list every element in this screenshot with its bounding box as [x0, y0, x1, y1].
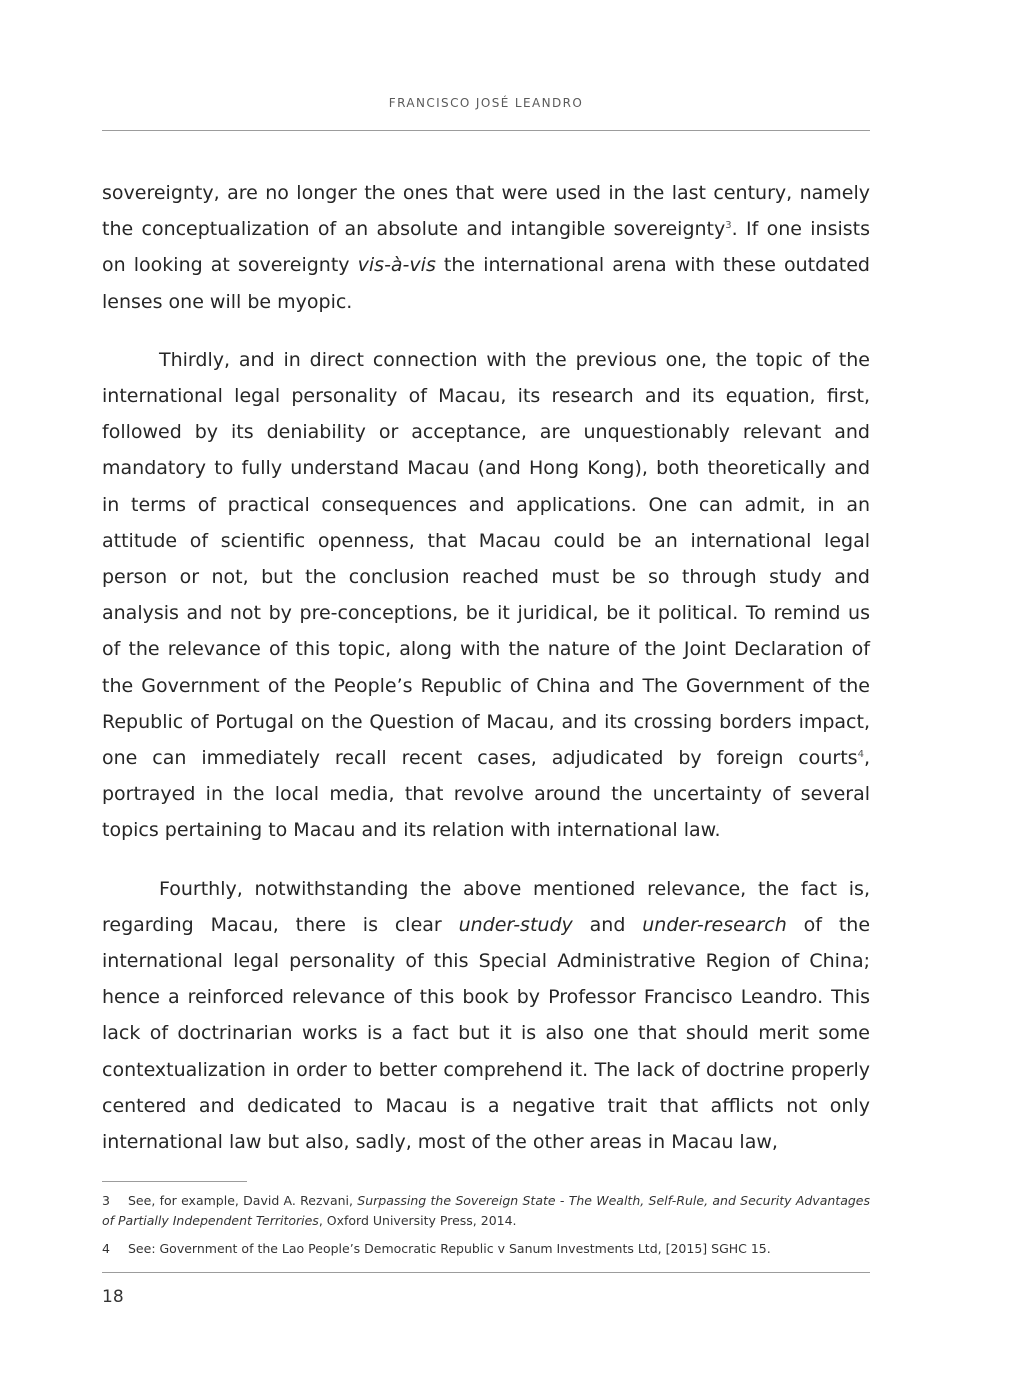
footnote-text: See: Government of the Lao People’s Democratic Republic v Sanum Investments Ltd, [2015] SGHC 15.: [128, 1241, 771, 1256]
p3-emphasis-1: under-study: [458, 913, 573, 936]
header-rule: [102, 130, 870, 131]
footnote-text: , Oxford University Press, 2014.: [318, 1213, 517, 1228]
footer-rule: [102, 1272, 870, 1273]
p1-text-2: . If one insists on looking at sovereignty: [102, 218, 870, 277]
p3-emphasis-2: under-research: [642, 913, 787, 936]
footnote-3: [102, 1191, 870, 1231]
footnotes: [102, 1191, 870, 1259]
p3-text-2: and: [572, 913, 643, 936]
p1-emphasis: vis-à-vis: [357, 254, 436, 277]
footnote-separator: [102, 1181, 247, 1182]
running-header: FRANCISCO JOSÉ LEANDRO: [388, 96, 584, 110]
footnote-ref-3[interactable]: 3: [725, 220, 732, 232]
p1-text-1: sovereignty, are no longer the ones that were used in the last century, namely the conceptualization of an absolute and intangible sovereignty: [102, 182, 870, 241]
paragraph-3: [102, 871, 870, 1161]
footnote-number: 3: [102, 1193, 110, 1208]
p2-text-2: , portrayed in the local media, that revolve around the uncertainty of several topics pertaining to Macau and its relation with international law.: [102, 747, 870, 842]
p3-text-1: Fourthly, notwithstanding the above mentioned relevance, the fact is, regarding Macau, there is clear: [102, 877, 870, 936]
paragraph-1: [102, 175, 870, 320]
p1-text-3: the international arena with these outdated lenses one will be myopic.: [102, 254, 870, 313]
footnote-text: See, for example, David A. Rezvani,: [128, 1193, 358, 1208]
body-text: [102, 175, 870, 1160]
p3-text-3: of the international legal personality of this Special Administrative Region of China; hence a reinforced relevance of this book by Professor Francisco Leandro. This lack of doctrinarian works is a fact but it is also one that should merit some contextualization in order to better comprehend it. The lack of doctrine properly centered and dedicated to Macau is a negative trait that afflicts not only international law but also, sadly, most of the other areas in Macau law,: [102, 913, 871, 1154]
paragraph-2: [102, 342, 870, 849]
p2-text-1: Thirdly, and in direct connection with the previous one, the topic of the international legal personality of Macau, its research and its equation, first, followed by its deniability or acceptance, are unquestionably relevant and mandatory to fully understand Macau (and Hong Kong), both theoretically and in terms of practical consequences and applications. One can admit, in an attitude of scientific openness, that Macau could be an international legal person or not, but the conclusion reached must be so through study and analysis and not by pre-conceptions, be it juridical, be it political. To remind us of the relevance of this topic, along with the nature of the Joint Declaration of the Government of the People’s Republic of China and The Government of the Republic of Portugal on the Question of Macau, and its crossing borders impact, one can immediately recall recent cases, adjudicated by foreign courts: [102, 348, 870, 770]
footnote-4: [102, 1239, 870, 1259]
footnote-number: 4: [102, 1241, 110, 1256]
page-number: 18: [102, 1287, 124, 1307]
footnote-ref-4[interactable]: 4: [857, 749, 864, 761]
footnote-book-title: Surpassing the Sovereign State - The Wealth, Self-Rule, and Security Advantages of Partially Independent Territories: [102, 1193, 870, 1228]
